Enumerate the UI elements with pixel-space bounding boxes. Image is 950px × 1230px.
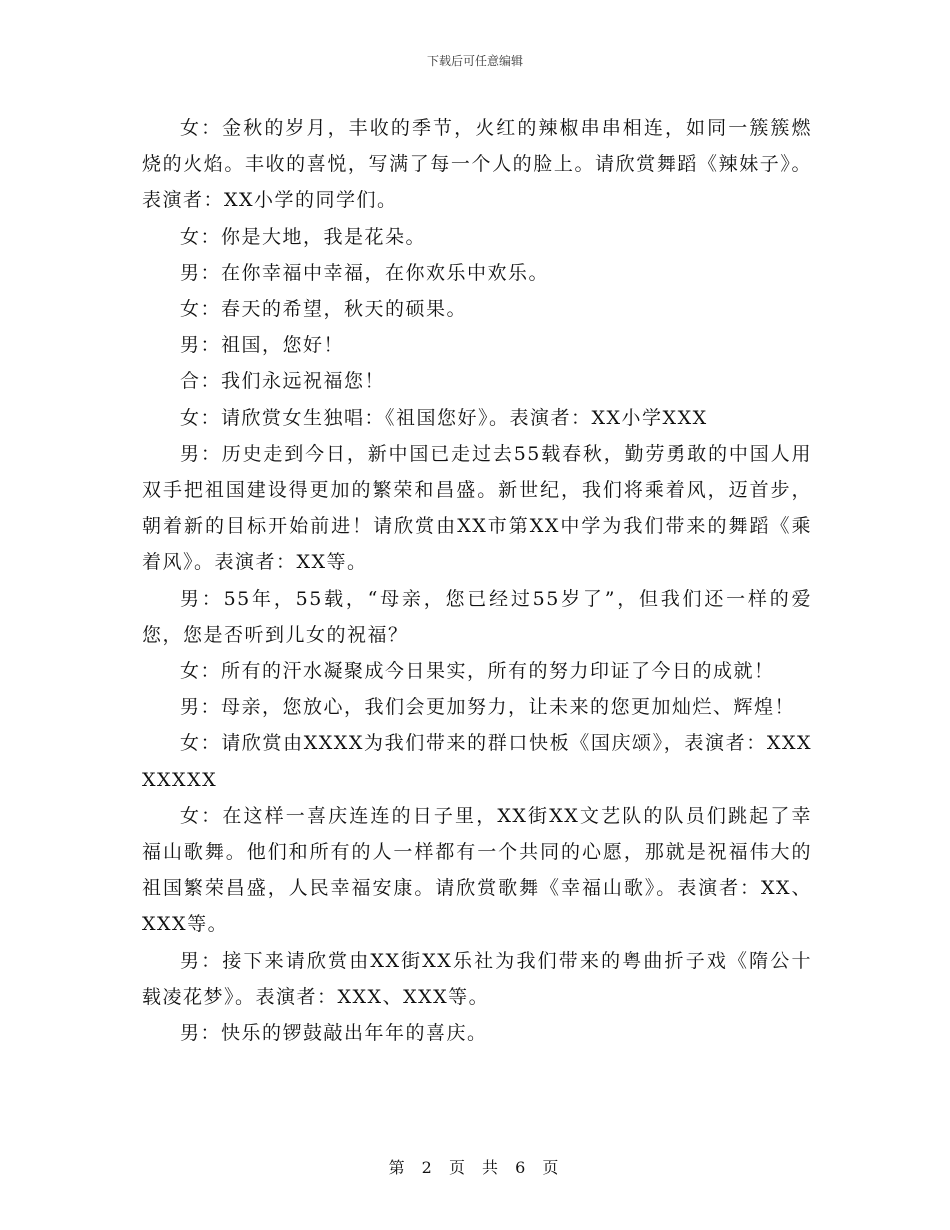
paragraph: 女：请欣赏女生独唱：《祖国您好》。表演者：XX小学XXX (180, 406, 708, 429)
paragraph: 合：我们永远祝福您！ (180, 370, 386, 393)
paragraph: 男：历史走到今日，新中国已走过去55载春秋，勤劳勇敢的中国人用双手把祖国建设得更加的繁荣和昌盛。新世纪，我们将乘着风，迈首步，朝着新的目标开始前进！请欣赏由XX市第XX中学为我们带来的舞蹈《乘着风》。表演者：XX等。 (142, 442, 812, 574)
paragraph: 女：春天的希望，秋天的硕果。 (180, 298, 468, 321)
page-number-footer: 第 2 页 共 6 页 (388, 1158, 562, 1177)
paragraph: 男：祖国，您好！ (180, 334, 345, 357)
paragraph: 男：母亲，您放心，我们会更加努力，让未来的您更加灿烂、辉煌！ (180, 696, 796, 719)
paragraph: 男：在你幸福中幸福，在你欢乐中欢乐。 (180, 261, 550, 284)
paragraph: 女：在这样一喜庆连连的日子里，XX街XX文艺队的队员们跳起了幸福山歌舞。他们和所有的人一样都有一个共同的心愿，那就是祝福伟大的祖国繁荣昌盛，人民幸福安康。请欣赏歌舞《幸福山歌》。表演者：XX、XXX等。 (142, 804, 812, 936)
paragraph: 女：所有的汗水凝聚成今日果实，所有的努力印证了今日的成就！ (180, 660, 775, 683)
paragraph: 男：接下来请欣赏由XX街XX乐社为我们带来的粤曲折子戏《隋公十载凌花梦》。表演者：XXX、XXX等。 (142, 949, 812, 1008)
paragraph: 男：快乐的锣鼓敲出年年的喜庆。 (180, 1022, 488, 1045)
paragraph: 女：请欣赏由XXXX为我们带来的群口快板《国庆颂》，表演者：XXXXXXXX (142, 732, 812, 791)
document-body (142, 110, 812, 1051)
paragraph: 女：金秋的岁月，丰收的季节，火红的辣椒串串相连，如同一簇簇燃烧的火焰。丰收的喜悦，写满了每一个人的脸上。请欣赏舞蹈《辣妹子》。表演者：XX小学的同学们。 (142, 117, 812, 212)
page-header: 下载后可任意编辑 (426, 54, 523, 68)
paragraph: 男：55年，55载，“母亲，您已经过55岁了”，但我们还一样的爱您，您是否听到儿女的祝福？ (142, 587, 812, 646)
paragraph: 女：你是大地，我是花朵。 (180, 225, 427, 248)
